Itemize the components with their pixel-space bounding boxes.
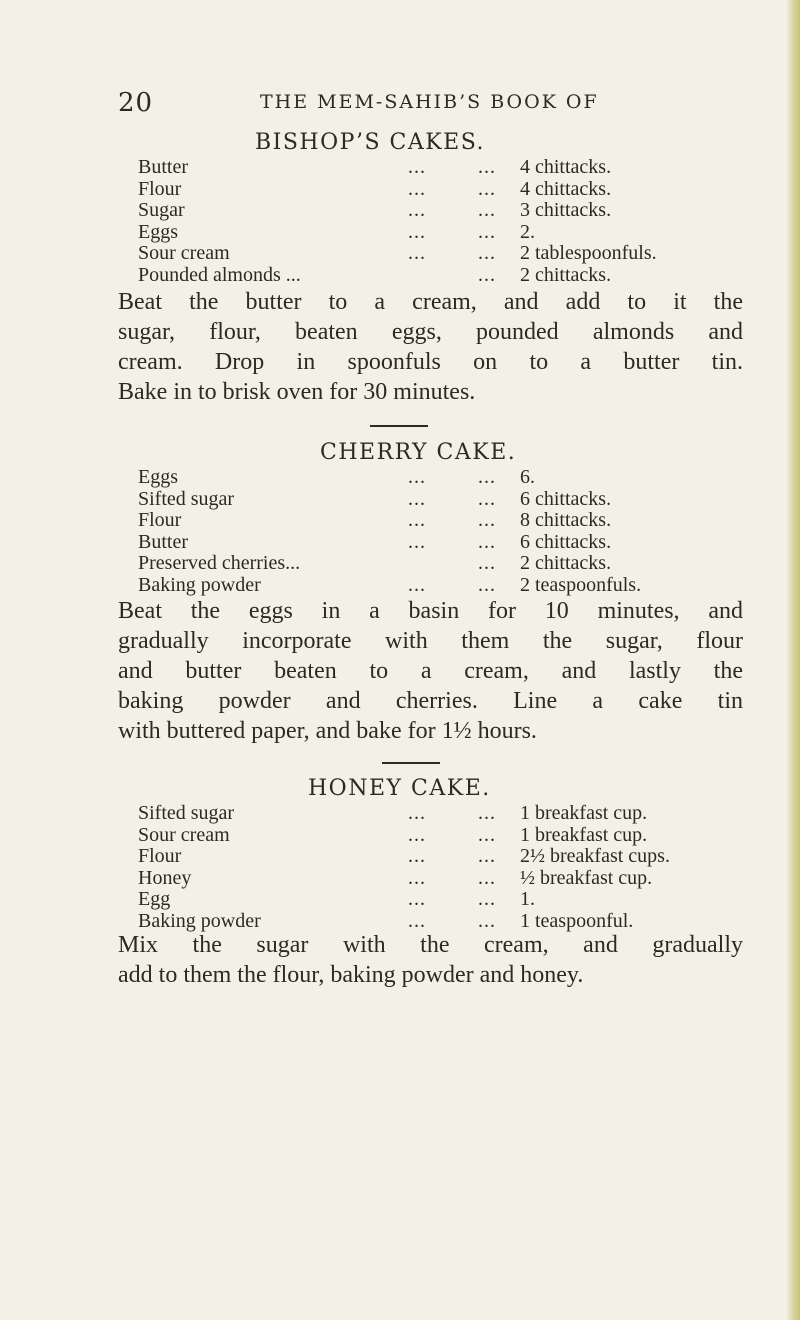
leader-dots: ... (478, 866, 496, 889)
leader-dots: ... (408, 199, 426, 221)
leader-dots: ... (478, 888, 496, 910)
ingredient-quantity: 6 chittacks. (520, 487, 612, 510)
leader-dots: ... (408, 573, 426, 596)
leader-dots: ... (478, 487, 496, 510)
leader-dots: ... (478, 530, 496, 553)
ingredient-quantity: 1 breakfast cup. (520, 823, 648, 846)
ingredient-name: Flour (138, 177, 182, 200)
section-divider (370, 425, 428, 427)
ingredient-name: Baking powder (138, 909, 261, 932)
method-line: cream. Drop in spoonfuls on to a butter tin. (118, 349, 743, 375)
section-divider (382, 762, 440, 764)
ingredient-name: Butter (138, 156, 188, 178)
ingredient-name: Sour cream (138, 823, 230, 846)
ingredient-quantity: 2 chittacks. (520, 263, 612, 286)
leader-dots: ... (478, 199, 496, 221)
recipe-title: HONEY CAKE. (308, 776, 491, 801)
leader-dots: ... (478, 509, 496, 531)
method-line: gradually incorporate with them the sugar, flour (118, 628, 743, 654)
ingredient-name: Eggs (138, 466, 178, 488)
method-line: Bake in to brisk oven for 30 minutes. (118, 379, 476, 405)
ingredient-name: Sugar (138, 199, 185, 221)
ingredient-name: Egg (138, 888, 171, 910)
leader-dots: ... (408, 466, 426, 488)
method-line: Beat the eggs in a basin for 10 minutes, and (118, 598, 743, 624)
leader-dots: ... (408, 845, 426, 867)
ingredient-name: Baking powder (138, 573, 261, 596)
leader-dots: ... (478, 573, 496, 596)
method-line: Beat the butter to a cream, and add to it the (118, 289, 743, 315)
method-line: add to them the flour, baking powder and honey. (118, 962, 584, 988)
method-line: baking powder and cherries. Line a cake tin (118, 688, 743, 714)
leader-dots: ... (478, 466, 496, 488)
leader-dots: ... (408, 509, 426, 531)
leader-dots: ... (408, 242, 426, 264)
leader-dots: ... (408, 487, 426, 510)
leader-dots: ... (408, 909, 426, 932)
ingredient-quantity: 1 breakfast cup. (520, 802, 648, 824)
ingredient-quantity: ½ breakfast cup. (520, 866, 653, 889)
ingredient-quantity: 6 chittacks. (520, 530, 612, 553)
ingredient-name: Preserved cherries... (138, 552, 301, 574)
ingredient-name: Flour (138, 845, 182, 867)
method-line: Mix the sugar with the cream, and gradually (118, 932, 743, 958)
ingredient-quantity: 3 chittacks. (520, 199, 612, 221)
leader-dots: ... (478, 845, 496, 867)
leader-dots: ... (478, 552, 496, 574)
recipe-title: CHERRY CAKE. (320, 440, 517, 465)
leader-dots: ... (408, 530, 426, 553)
ingredient-name: Sifted sugar (138, 802, 235, 824)
leader-dots: ... (408, 802, 426, 824)
ingredient-quantity: 2 teaspoonfuls. (520, 573, 642, 596)
method-line: with buttered paper, and bake for 1½ hours. (118, 718, 537, 744)
ingredient-name: Flour (138, 509, 182, 531)
ingredient-quantity: 8 chittacks. (520, 509, 612, 531)
method-text (118, 930, 743, 990)
leader-dots: ... (408, 177, 426, 200)
ingredient-quantity: 6. (520, 466, 535, 488)
method-line: sugar, flour, beaten eggs, pounded almonds and (118, 319, 743, 345)
leader-dots: ... (478, 220, 496, 243)
leader-dots: ... (478, 177, 496, 200)
leader-dots: ... (408, 888, 426, 910)
method-line: and butter beaten to a cream, and lastly the (118, 658, 743, 684)
leader-dots: ... (478, 242, 496, 264)
method-text (118, 287, 743, 407)
ingredient-quantity: 4 chittacks. (520, 177, 612, 200)
running-title: THE MEM-SAHIB’S BOOK OF (260, 91, 599, 113)
ingredient-quantity: 4 chittacks. (520, 156, 612, 178)
leader-dots: ... (408, 823, 426, 846)
leader-dots: ... (478, 909, 496, 932)
leader-dots: ... (478, 263, 496, 286)
ingredient-name: Sour cream (138, 242, 230, 264)
recipe-title: BISHOP’S CAKES. (255, 130, 486, 155)
method-text (118, 596, 743, 746)
ingredient-quantity: 2 chittacks. (520, 552, 612, 574)
ingredient-quantity: 2½ breakfast cups. (520, 845, 670, 867)
page-edge (786, 0, 800, 1320)
leader-dots: ... (408, 220, 426, 243)
leader-dots: ... (478, 823, 496, 846)
ingredient-name: Honey (138, 866, 192, 889)
ingredient-name: Eggs (138, 220, 178, 243)
ingredient-quantity: 1 teaspoonful. (520, 909, 634, 932)
ingredient-quantity: 1. (520, 888, 535, 910)
ingredient-name: Pounded almonds ... (138, 263, 301, 286)
leader-dots: ... (478, 802, 496, 824)
leader-dots: ... (408, 156, 426, 178)
page-number: 20 (118, 88, 154, 118)
leader-dots: ... (478, 156, 496, 178)
ingredient-quantity: 2. (520, 220, 535, 243)
ingredient-name: Butter (138, 530, 188, 553)
ingredient-name: Sifted sugar (138, 487, 235, 510)
leader-dots: ... (408, 866, 426, 889)
ingredient-quantity: 2 tablespoonfuls. (520, 242, 657, 264)
